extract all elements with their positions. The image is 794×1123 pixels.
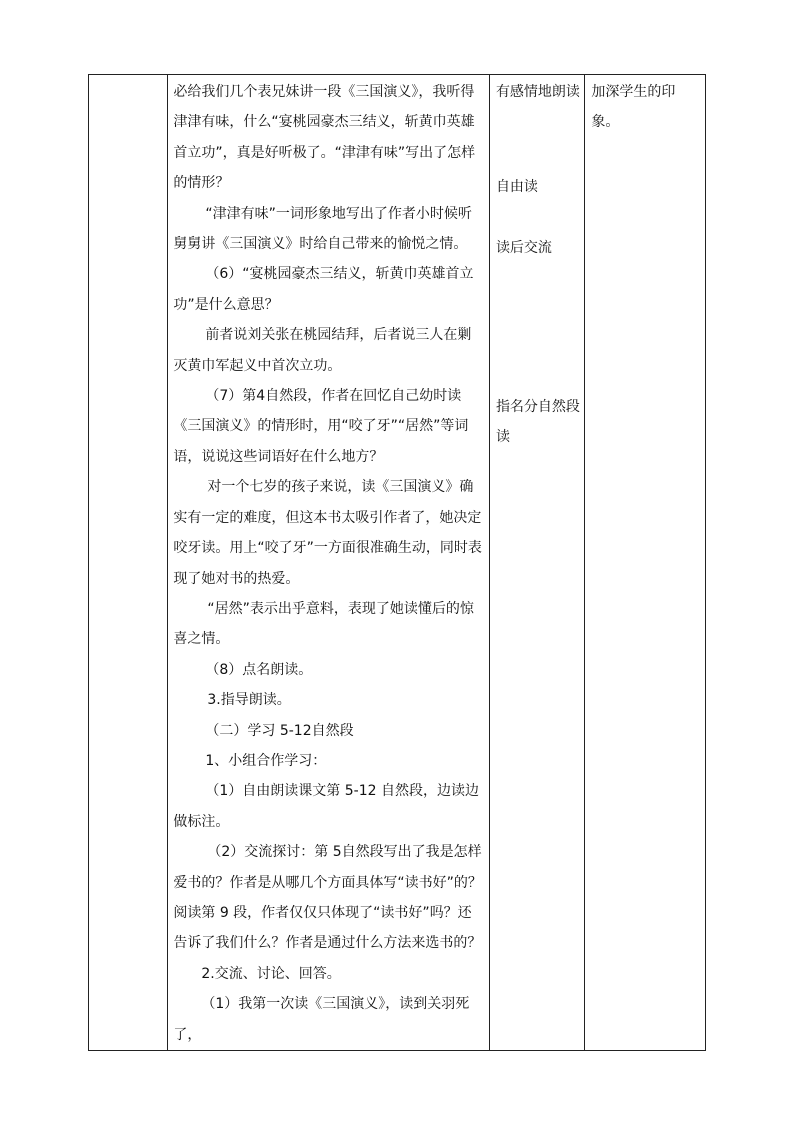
content-paragraph-2: “津津有味”一词形象地写出了作者小时候听舅舅讲《三国演义》时给自己带来的愉悦之情。 xyxy=(173,205,472,253)
content-paragraph-5: （7）第4自然段，作者在回忆自己幼时读《三国演义》的情形时，用“咬了牙”“居然”等词语，说说这些词语好在什么地方？ xyxy=(173,388,469,465)
content-paragraph-6: 对一个七岁的孩子来说，读《三国演义》确实有一定的难度，但这本书太吸引作者了，她决定咬牙读。用上“咬了牙”一方面很准确生动，同时表现了她对书的热爱。 xyxy=(173,479,482,587)
design-purpose-text: 加深学生的印象。 xyxy=(591,84,676,131)
content-paragraph-11: 1、小组合作学习： xyxy=(205,752,327,769)
content-paragraph-3: （6）“宴桃园豪杰三结义，斩黄巾英雄首立功”是什么意思？ xyxy=(173,266,474,313)
section-label-cell xyxy=(89,75,168,1051)
method-item-4: 指名分自然段读 xyxy=(495,399,580,446)
content-paragraph-8: （8）点名朗读。 xyxy=(205,661,313,678)
content-paragraph-10: （二）学习 5-12自然段 xyxy=(205,722,354,739)
learning-method-cell xyxy=(489,75,584,1051)
content-paragraph-12: （1）自由朗读课文第 5-12 自然段，边读边做标注。 xyxy=(173,783,479,830)
learning-method-list xyxy=(496,77,581,1050)
table-row xyxy=(89,75,706,1051)
content-paragraph-9: 3.指导朗读。 xyxy=(207,692,291,709)
content-paragraph-15: （1）我第一次读《三国演义》，读到关羽死了， xyxy=(173,996,470,1043)
teaching-content-cell xyxy=(168,75,490,1051)
content-paragraph-4: 前者说刘关张在桃园结拜，后者说三人在剿灭黄巾军起义中首次立功。 xyxy=(173,327,472,374)
method-item-3: 读后交流 xyxy=(495,240,552,256)
method-item-2: 自由读 xyxy=(495,179,538,195)
lesson-plan-table xyxy=(88,74,706,1051)
content-paragraph-1: 必给我们几个表兄妹讲一段《三国演义》，我听得津津有味，什么“宴桃园豪杰三结义，斩黄巾英雄首立功”，真是好听极了。“津津有味”写出了怎样的情形？ xyxy=(173,84,476,192)
content-paragraph-7: “居然”表示出乎意料，表现了她读懂后的惊喜之情。 xyxy=(173,600,474,648)
design-purpose-cell xyxy=(585,75,706,1051)
content-paragraph-14: 2.交流、讨论、回答。 xyxy=(201,965,341,982)
content-paragraph-13: （2）交流探讨：第 5自然段写出了我是怎样爱书的？作者是从哪几个方面具体写“读书好”的？阅读第 9 段，作者仅仅只体现了“读书好”吗？还告诉了我们什么？作者是通过什么方法来选书的？ xyxy=(173,844,482,952)
method-item-1: 有感情地朗读 xyxy=(495,84,580,100)
